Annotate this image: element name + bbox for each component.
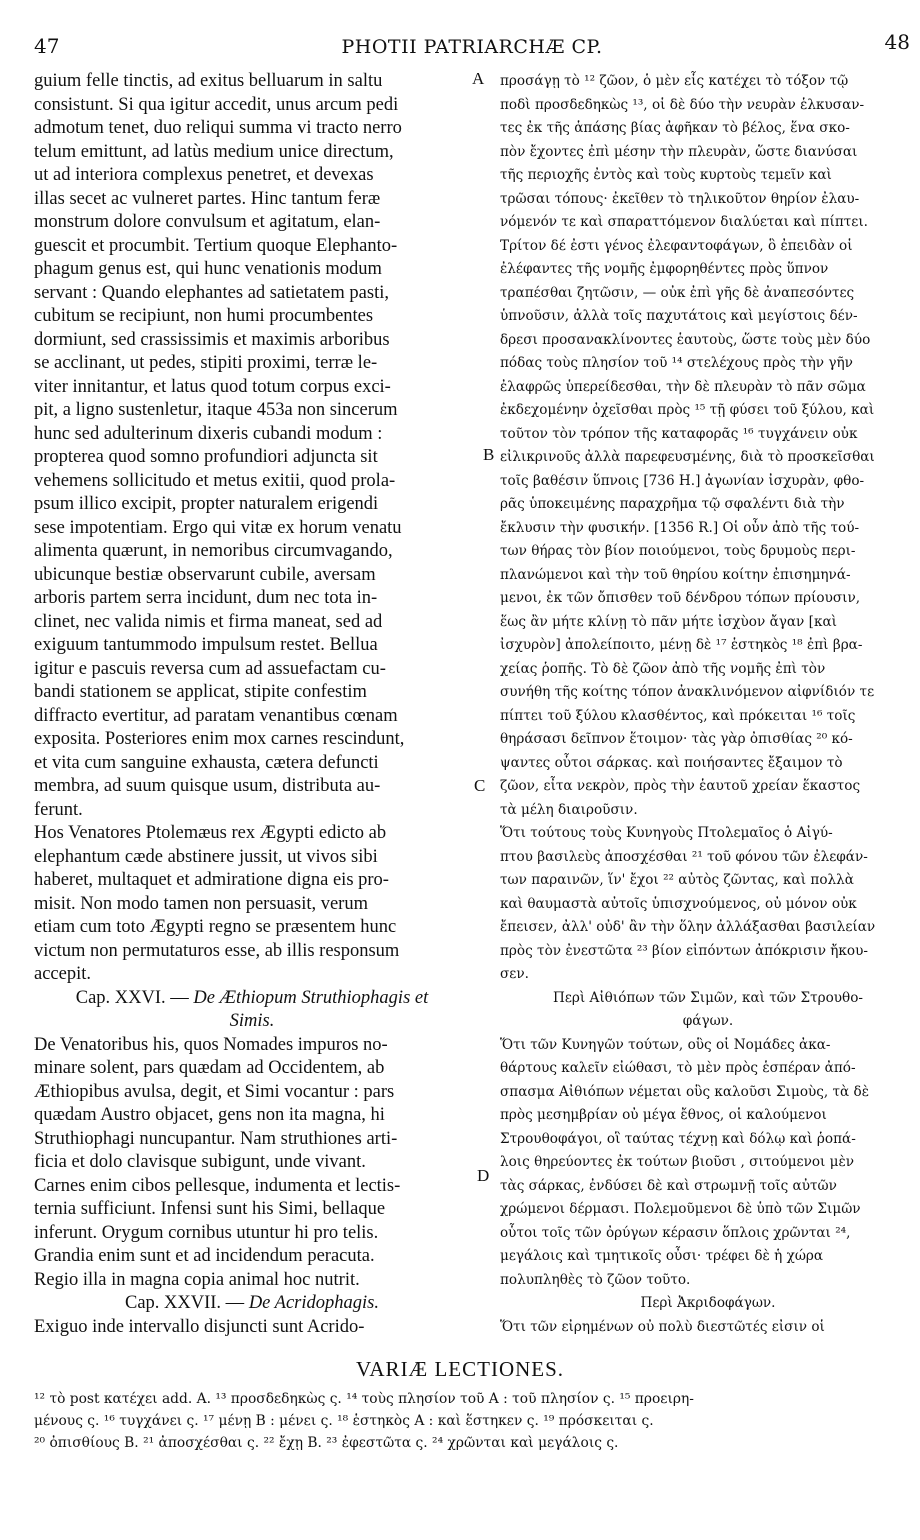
latin-text-line: Æthiopibus avulsa, degit, et Simi vocantur : pars xyxy=(34,1081,395,1102)
chapter-heading-27 xyxy=(34,1292,470,1316)
greek-text-line: ἐλαφρῶς ὑπερείδεσθαι, τὴν δὲ πλευρὰν τὸ πᾶν σῶμα xyxy=(500,378,866,395)
latin-text-line: misit. Non modo tamen non persuasit, verum xyxy=(34,893,368,914)
greek-text-line: πρὸς μεσημβρίαν οὐ μέγα ἔθνος, οἱ καλούμενοι xyxy=(500,1107,827,1123)
latin-text-line: viter innitantur, et latus quod totum corpus exci- xyxy=(34,376,391,397)
chapter-title-continued xyxy=(34,1010,470,1034)
greek-section-heading: Περὶ Αἰθιόπων τῶν Σιμῶν, καὶ τῶν Στρουθο- xyxy=(553,989,863,1006)
greek-text-line: τὰς σάρκας, ἐνδύσει δὲ καὶ στρωμνῇ τοῖς αὐτῶν xyxy=(500,1177,837,1194)
latin-text-line: Regio illa in magna copia animal hoc nutrit. xyxy=(34,1269,360,1290)
greek-text-line: καὶ θαυμαστὰ αὐτοῖς ὑπισχνούμενος, οὐ μόνον οὐκ xyxy=(500,895,857,912)
latin-text-line: sese impotentiam. Ergo qui vitæ ex horum venatu xyxy=(34,517,402,538)
latin-text-line: accepit. xyxy=(34,964,91,984)
greek-text-line: πίπτει τοῦ ξύλου κλασθέντος, καὶ πρόκειται ¹⁶ τοῖς xyxy=(500,707,856,724)
latin-text-line: se acclinant, ut pedes, stipiti proximi, terræ le- xyxy=(34,353,378,373)
latin-text-line: Grandia enim sunt et ad incidendum peracuta. xyxy=(34,1246,375,1266)
latin-text-line: propterea quod somno profundiori adjuncta sit xyxy=(34,447,378,467)
latin-text-line: arboris partem serra incidunt, dum nec tota in- xyxy=(34,588,378,608)
greek-text-line: σεν. xyxy=(500,966,529,982)
greek-text-line: τοῖς βαθέσιν ὕπνοις [736 H.] ἀγωνίαν ἰσχυρὰν, φθο- xyxy=(500,472,865,489)
greek-text-line: πόδας τοὺς πλησίον τοῦ ¹⁴ στελέχους πρὸς τὴν γῆν xyxy=(500,355,853,371)
greek-text-line: ἐλέφαντες τῆς νομῆς ἐμφορηθέντες πρὸς ὕπνον xyxy=(500,261,829,277)
latin-text-line: quædam Austro objacet, gens non ita magna, hi xyxy=(34,1105,385,1125)
latin-text-line: exposita. Posteriores enim mox carnes rescindunt, xyxy=(34,729,405,749)
latin-text-line: admotum tenet, duo reliqui summa vi tracto nerro xyxy=(34,118,402,138)
variae-lectiones-title: VARIÆ LECTIONES. xyxy=(355,1357,565,1381)
latin-text-line: inferunt. Orygum cornibus utuntur hi pro telis. xyxy=(34,1222,379,1243)
latin-text-line: dormiunt, sed crassissimis et maximis arboribus xyxy=(34,329,390,350)
margin-letter-c: C xyxy=(474,776,486,795)
greek-text-line: ρᾶς ὑποκειμένης παραχρῆμα τῷ σφαλέντι διὰ τὴν xyxy=(500,496,845,512)
variant-reading-line: ¹² τὸ post κατέχει add. A. ¹³ προσδεδηκὼς ς. ¹⁴ τοὺς πλησίον τοῦ A : τοῦ πλησίον ς. ¹⁵ προειρη- xyxy=(34,1391,694,1407)
greek-text-line: προσάγῃ τὸ ¹² ζῶον, ὁ μὲν εἷς κατέχει τὸ τόξον τῷ xyxy=(500,73,849,89)
greek-text-line: οὗτοι τοῖς τῶν ὀρύγων κέρασιν ὅπλοις χρῶνται ²⁴, xyxy=(500,1224,851,1241)
running-header xyxy=(34,28,910,68)
latin-text-line: telum emittunt, ad latùs medium unice directum, xyxy=(34,141,394,162)
greek-text-line: θάρτους καλεῖν εἰώθασι, τὸ μὲν πρὸς ἑσπέραν ἀπό- xyxy=(500,1060,856,1076)
greek-text-line: τραπέσθαι ζητῶσιν, — οὐκ ἐπὶ γῆς δὲ ἀναπεσόντες xyxy=(500,284,855,301)
greek-text-line: λοις θηρεύοντες ἐκ τούτων βιοῦσι , σιτούμενοι μὲν xyxy=(500,1154,855,1170)
variant-reading-line: μένους ς. ¹⁶ τυγχάνει ς. ¹⁷ μένῃ B : μένει ς. ¹⁸ ἑστηκὸς A : καὶ ἕστηκεν ς. ¹⁹ πρόσκειται ς. xyxy=(34,1413,654,1429)
latin-text-line: alimenta quærunt, in nemoribus circumvagando, xyxy=(34,541,393,561)
greek-text-line: πτου βασιλεὺς ἀποσχέσθαι ²¹ τοῦ φόνου τῶν ἐλεφάν- xyxy=(500,848,868,865)
latin-text-line: consistunt. Si qua igitur accedit, unus arcum pedi xyxy=(34,94,399,115)
page-number-right: 48 xyxy=(884,30,910,54)
latin-text-line: Struthiophagi nuncupantur. Nam struthiones arti- xyxy=(34,1128,398,1149)
greek-text-line: των θήρας τὸν βίον ποιούμενοι, τοὺς δρυμοὺς περι- xyxy=(500,543,856,559)
latin-text-line: cubitum se recipiunt, non humi procumbentes xyxy=(34,306,374,326)
latin-text-line: pit, a ligno sustenletur, itaque 453a non sincerum xyxy=(34,400,398,420)
greek-text-line: ἔπεισεν, ἀλλ' οὐδ' ἂν τὴν ὅλην ἀλλάξασθαι βασιλείαν xyxy=(500,919,876,935)
latin-text-line: Hos Venatores Ptolemæus rex Ægypti edicto ab xyxy=(34,823,387,843)
latin-text-line: elephantum cæde abstinere jussit, ut vivos sibi xyxy=(34,846,378,867)
greek-text-line: τες ἐκ τῆς ἁπάσης βίας ἀφῆκαν τὸ βέλος, ἕνα σκο- xyxy=(500,120,850,136)
latin-text-line: diffracto evertitur, ad paratam venantibus cœnam xyxy=(34,705,398,726)
greek-section-heading: φάγων. xyxy=(682,1013,734,1029)
greek-text-line: χείας ῥοπῆς. Τὸ δὲ ζῶον ἀπὸ τῆς νομῆς ἐπὶ τὸν xyxy=(500,660,826,677)
variae-lectiones xyxy=(34,1388,914,1454)
greek-text-line: τρῶσαι τόπους· ἐκεῖθεν τὸ τηλικοῦτον θηρίον ἐλαυ- xyxy=(500,190,860,207)
latin-text-line: hunc sed adulterinum dixeris cubandi modum : xyxy=(34,423,383,444)
greek-text-line: πολυπληθὲς τὸ ζῶον τοῦτο. xyxy=(500,1271,691,1288)
greek-text-line: Ὅτι τούτους τοὺς Κυνηγοὺς Πτολεμαῖος ὁ Αἰγύ- xyxy=(500,825,833,841)
greek-text-line: σπασμα Αἰθιόπων νέμεται οὓς καλοῦσι Σιμοὺς, τὰ δὲ xyxy=(500,1083,870,1100)
latin-text-line: servant : Quando elephantes ad satietatem pasti, xyxy=(34,282,389,303)
greek-text-line: Ὅτι τῶν Κυνηγῶν τούτων, οὓς οἱ Νομάδες ἀκα- xyxy=(500,1036,831,1053)
greek-text-line: εἰλικρινοῦς ἀλλὰ παρεφευσμένης, διὰ τὸ προσκεῖσθαι xyxy=(500,449,875,465)
greek-text-line: τοῦτον τὸν τρόπον τῆς καταφορᾶς ¹⁶ τυγχάνειν οὐκ xyxy=(500,425,858,442)
latin-text-line: ferunt. xyxy=(34,799,83,820)
chapter-heading-26 xyxy=(34,987,470,1011)
margin-letter-a: A xyxy=(472,69,485,88)
chapter-number: Cap. XXVII. — xyxy=(124,1293,249,1313)
running-title: PHOTII PATRIARCHÆ CP. xyxy=(341,36,603,58)
greek-text-line: Τρίτον δέ ἐστι γένος ἐλεφαντοφάγων, ὃ ἐπειδὰν οἱ xyxy=(500,237,853,254)
latin-text-line: membra, ad suum quisque usum, distributa au- xyxy=(34,776,381,796)
greek-text-line: νόμενόν τε καὶ σπαραττόμενον διαλύεται καὶ πίπτει. xyxy=(500,214,868,230)
chapter-title: De Acridophagis. xyxy=(248,1293,379,1313)
latin-text-line: ubicunque bestiæ observarunt cubile, aversam xyxy=(34,564,376,585)
margin-letter-b: B xyxy=(483,445,495,464)
margin-letter-d: D xyxy=(477,1166,490,1185)
greek-text-line: συνήθη τῆς κοίτης τόπον ἀνακλινόμενον αἰφνίδιόν τε xyxy=(500,684,875,700)
latin-text-line: ficia et dolo clavisque subigunt, unde vivant. xyxy=(34,1152,366,1172)
greek-text-line: μεγάλοις καὶ τμητικοῖς οὖσι· τρέφει δὲ ἡ χώρα xyxy=(500,1248,824,1264)
greek-section-heading: Περὶ Ἀκριδοφάγων. xyxy=(640,1295,776,1311)
greek-text-line: μενοι, ἐκ τῶν ὄπισθεν τοῦ δένδρου τόπων πρίουσιν, xyxy=(500,590,861,606)
latin-text-line: exiguum tantummodo impulsum restet. Bellua xyxy=(34,635,378,655)
latin-text-line: guium felle tinctis, ad exitus belluarum in saltu xyxy=(34,71,383,91)
latin-text-line: haberet, multaquet et admiratione digna eis pro- xyxy=(34,870,389,890)
chapter-title: De Æthiopum Struthiophagis et xyxy=(193,987,429,1008)
greek-text-line: πλανώμενοι καὶ τὴν τοῦ θηρίου κοίτην ἐπισημηνά- xyxy=(500,566,851,583)
greek-text-line: ζῶον, εἶτα νεκρὸν, πρὸς τὴν ἑαυτοῦ χρείαν ἕκαστος xyxy=(500,778,861,794)
latin-text-line: et vita cum sanguine exhausta, cætera defuncti xyxy=(34,752,379,773)
greek-text-line: χρώμενοι δέρμασι. Πολεμοῦμενοι δὲ ὑπὸ τῶν Σιμῶν xyxy=(500,1201,861,1217)
latin-text-line: vehemens sollicitudo et metus exitii, quod prola- xyxy=(34,470,396,491)
variant-reading-line: ²⁰ ὀπισθίους B. ²¹ ἀποσχέσθαι ς. ²² ἔχῃ B. ²³ ἐφεστῶτα ς. ²⁴ χρῶνται καὶ μεγάλοις ς. xyxy=(34,1435,619,1451)
latin-text-line: Carnes enim cibos pellesque, indumenta et lectis- xyxy=(34,1175,401,1196)
greek-column xyxy=(500,70,916,1339)
greek-text-line: των παραινῶν, ἵν' ἔχοι ²² αὐτὸς ζῶντας, καὶ πολλὰ xyxy=(500,872,854,888)
latin-text-line: illas secet ac vulneret partes. Hinc tantum feræ xyxy=(34,188,381,209)
latin-text-line: victum non permutaturos esse, ab illis responsum xyxy=(34,940,400,961)
greek-text-line: ἰσχυρὸν] ἀπολείποιτο, μένῃ δὲ ¹⁷ ἑστηκὸς ¹⁸ ἐπὶ βρα- xyxy=(500,637,863,653)
chapter-title-line: Simis. xyxy=(229,1011,275,1031)
greek-text-line: δρεσι προσανακλίνοντες ἑαυτοὺς, ὥστε τοὺς μὲν δύο xyxy=(500,331,871,348)
latin-text-line: De Venatoribus his, quos Nomades impuros no- xyxy=(34,1034,388,1055)
page-number-left: 47 xyxy=(34,34,60,58)
greek-text-line: Ὅτι τῶν εἰρημένων οὐ πολὺ διεστῶτές εἰσιν οἱ xyxy=(500,1318,825,1335)
latin-text-line: etiam cum toto Ægypti regno se præsentem hunc xyxy=(34,917,397,937)
latin-text-line: clinet, nec valida nimis et firma maneat, sed ad xyxy=(34,611,383,632)
latin-column xyxy=(34,70,470,1339)
greek-text-line: ἕως ἂν μήτε κλίνῃ τὸ πᾶν μήτε ἰσχὺον ἄγαν [καὶ xyxy=(500,613,837,630)
greek-text-line: ποδὶ προσδεδηκὼς ¹³, οἱ δὲ δύο τὴν νευρὰν ἑλκυσαν- xyxy=(500,96,865,113)
latin-text-line: bandi stationem se applicat, stipite confestim xyxy=(34,682,367,702)
latin-text-line: psum illico excipit, propter naturalem erigendi xyxy=(34,494,379,514)
latin-text-line: phagum genus est, qui hunc venationis modum xyxy=(34,259,382,279)
latin-text-line: ut ad interiora complexus penetret, et devexas xyxy=(34,165,374,185)
greek-text-line: ἐκδεχομένην ὀχεῖσθαι πρὸς ¹⁵ τῇ φύσει τοῦ ξύλου, καὶ xyxy=(500,402,875,418)
latin-text-line: igitur e pascuis reversa cum ad assuefactam cu- xyxy=(34,658,386,679)
greek-text-line: ὑπνοῦσιν, ἀλλὰ τοῖς παχυτάτοις καὶ μεγίστοις δέν- xyxy=(500,308,858,324)
greek-text-line: τῆς περιοχῆς ἐντὸς καὶ τοὺς κυρτοὺς τεμεῖν καὶ xyxy=(500,167,832,183)
latin-text-line: monstrum dolore convulsum et agitatum, elan- xyxy=(34,212,381,232)
greek-text-line: ἔκλυσιν τὴν φυσικήν. [1356 R.] Οἱ οὖν ἀπὸ τῆς τού- xyxy=(500,519,860,536)
greek-text-line: πρὸς τὸν ἐνεστῶτα ²³ βίον εἰπόντων ἀπόκρισιν ἤκου- xyxy=(500,942,868,959)
latin-text-line: guescit et procumbit. Tertium quoque Elephanto- xyxy=(34,235,398,256)
greek-text-line: τὰ μέλη διαιροῦσιν. xyxy=(500,801,638,818)
greek-text-line: θηράσασι δεῖπνον ἕτοιμον· τὰς γὰρ ὀπισθίας ²⁰ κό- xyxy=(500,731,853,747)
latin-text-line: minare solent, pars quædam ad Occidentem, ab xyxy=(34,1058,385,1078)
greek-text-line: Στρουθοφάγοι, οἳ ταύτας τέχνῃ καὶ δόλῳ καὶ ῥοπά- xyxy=(500,1130,856,1147)
greek-text-line: πὸν ἔχοντες ἐπὶ μέσην τὴν πλευρὰν, ὥστε διανύσαι xyxy=(500,143,858,160)
latin-text-line: Exiguo inde intervallo disjuncti sunt Acrido- xyxy=(34,1316,365,1337)
greek-text-line: ψαντες οὗτοι σάρκας. καὶ ποιήσαντες ἔξαιμον τὸ xyxy=(500,754,843,771)
latin-text-line: ternia sufficiunt. Infensi sunt his Simi, bellaque xyxy=(34,1199,386,1219)
chapter-number: Cap. XXVI. — xyxy=(75,987,194,1008)
